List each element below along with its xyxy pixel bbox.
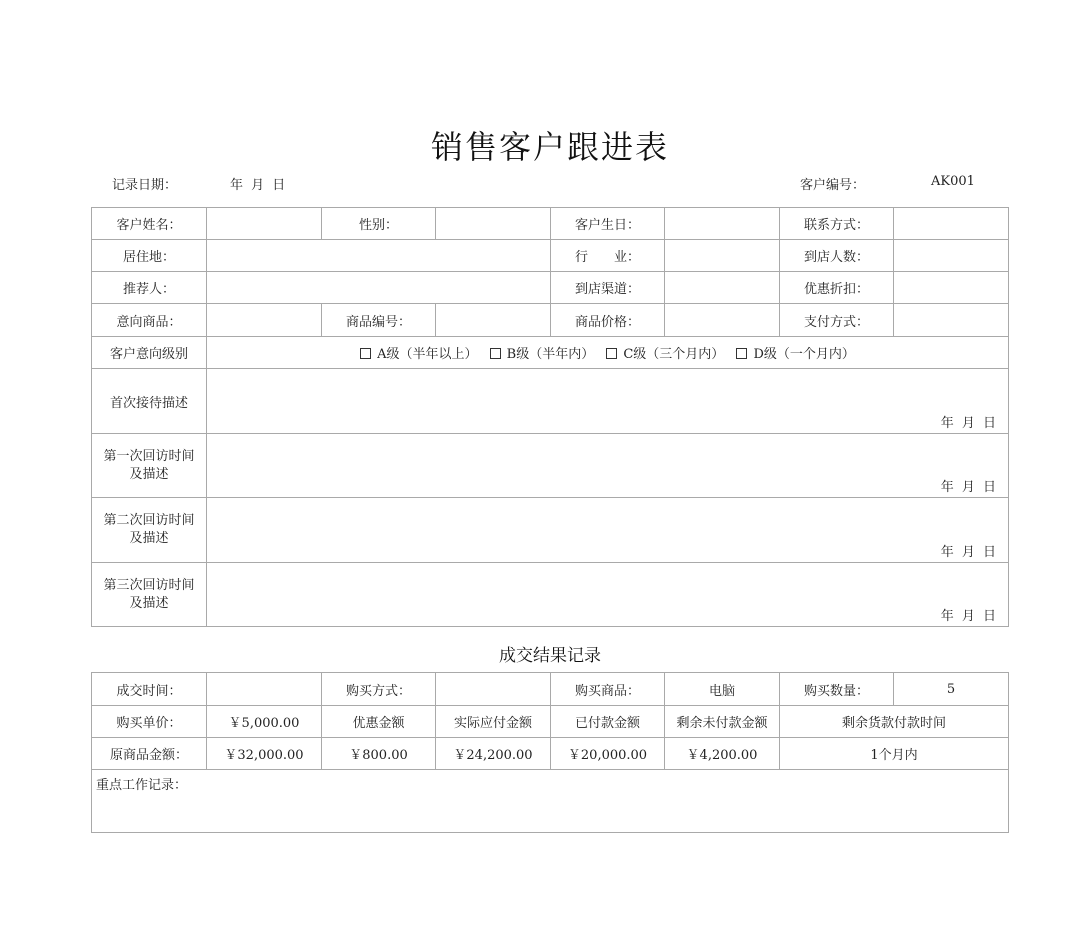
price-field[interactable] [665, 304, 780, 337]
product-no-label: 商品编号： [322, 304, 436, 337]
checkbox-icon[interactable] [606, 348, 617, 359]
name-field[interactable] [207, 208, 322, 240]
payable-value[interactable]: ￥24,200.00 [436, 738, 551, 770]
deal-result-table [91, 672, 1009, 833]
paid-label: 已付款金额 [551, 706, 665, 738]
paid-value[interactable]: ￥20,000.00 [551, 738, 665, 770]
first-reception-label: 首次接待描述 [92, 369, 207, 434]
product-label: 意向商品： [92, 304, 207, 337]
followup-2-field[interactable] [207, 498, 1009, 563]
table-row [92, 738, 1009, 770]
product-field[interactable] [207, 304, 322, 337]
original-amount-label: 原商品金额： [92, 738, 207, 770]
followup-2-label: 第二次回访时间 及描述 [92, 498, 207, 563]
followup-3-field[interactable] [207, 563, 1009, 627]
checkbox-icon[interactable] [736, 348, 747, 359]
discount-field[interactable] [894, 272, 1009, 304]
record-date-label: 记录日期： [112, 178, 178, 193]
purchase-goods-value[interactable]: 电脑 [665, 673, 780, 706]
referrer-label: 推荐人： [92, 272, 207, 304]
table-row [92, 498, 1009, 563]
product-no-field[interactable] [436, 304, 551, 337]
discount-label: 优惠折扣： [780, 272, 894, 304]
intent-option-b[interactable]: B级（半年内） [490, 347, 595, 362]
gender-field[interactable] [436, 208, 551, 240]
payable-label: 实际应付金额 [436, 706, 551, 738]
key-work-notes-field[interactable] [92, 770, 1009, 833]
remaining-time-value[interactable]: 1个月内 [780, 738, 1009, 770]
purchase-method-label: 购买方式： [322, 673, 436, 706]
table-row [92, 240, 1009, 272]
checkbox-icon[interactable] [360, 348, 371, 359]
deal-time-label: 成交时间： [92, 673, 207, 706]
unit-price-value[interactable]: ￥5,000.00 [207, 706, 322, 738]
visitors-field[interactable] [894, 240, 1009, 272]
table-row [92, 673, 1009, 706]
customer-no-value: AK001 [931, 174, 975, 189]
followup-date: 年 月 日 [940, 416, 998, 431]
customer-no-label: 客户编号： [800, 178, 866, 193]
first-reception-field[interactable] [207, 369, 1009, 434]
key-work-notes-label: 重点工作记录： [96, 778, 188, 793]
birthday-field[interactable] [665, 208, 780, 240]
deal-time-field[interactable] [207, 673, 322, 706]
channel-field[interactable] [665, 272, 780, 304]
table-row [92, 706, 1009, 738]
industry-label: 行 业： [551, 240, 665, 272]
record-date-value: 年 月 日 [230, 178, 288, 193]
industry-field[interactable] [665, 240, 780, 272]
residence-field[interactable] [207, 240, 551, 272]
purchase-qty-value[interactable]: 5 [894, 673, 1009, 706]
table-row [92, 337, 1009, 369]
purchase-method-field[interactable] [436, 673, 551, 706]
table-row [92, 434, 1009, 498]
customer-info-table [91, 207, 1009, 627]
referrer-field[interactable] [207, 272, 551, 304]
checkbox-icon[interactable] [490, 348, 501, 359]
name-label: 客户姓名： [92, 208, 207, 240]
deal-section-title: 成交结果记录 [499, 646, 601, 666]
contact-field[interactable] [894, 208, 1009, 240]
gender-label: 性别： [322, 208, 436, 240]
channel-label: 到店渠道： [551, 272, 665, 304]
original-amount-value[interactable]: ￥32,000.00 [207, 738, 322, 770]
followup-1-label: 第一次回访时间 及描述 [92, 434, 207, 498]
table-row [92, 272, 1009, 304]
payment-label: 支付方式： [780, 304, 894, 337]
page-title: 销售客户跟进表 [430, 128, 669, 166]
intent-level-options [207, 337, 1009, 369]
table-row [92, 369, 1009, 434]
visitors-label: 到店人数： [780, 240, 894, 272]
followup-1-field[interactable] [207, 434, 1009, 498]
birthday-label: 客户生日： [551, 208, 665, 240]
followup-date: 年 月 日 [940, 480, 998, 495]
unit-price-label: 购买单价： [92, 706, 207, 738]
intent-option-d[interactable]: D级（一个月内） [736, 347, 854, 362]
purchase-qty-label: 购买数量： [780, 673, 894, 706]
table-row [92, 304, 1009, 337]
table-row [92, 770, 1009, 833]
contact-label: 联系方式： [780, 208, 894, 240]
price-label: 商品价格： [551, 304, 665, 337]
followup-date: 年 月 日 [940, 545, 998, 560]
followup-date: 年 月 日 [940, 609, 998, 624]
followup-3-label: 第三次回访时间 及描述 [92, 563, 207, 627]
intent-option-c[interactable]: C级（三个月内） [606, 347, 724, 362]
discount-amount-value[interactable]: ￥800.00 [322, 738, 436, 770]
discount-amount-label: 优惠金额 [322, 706, 436, 738]
payment-field[interactable] [894, 304, 1009, 337]
purchase-goods-label: 购买商品： [551, 673, 665, 706]
table-row [92, 563, 1009, 627]
table-row [92, 208, 1009, 240]
unpaid-value[interactable]: ￥4,200.00 [665, 738, 780, 770]
remaining-time-label: 剩余货款付款时间 [780, 706, 1009, 738]
unpaid-label: 剩余未付款金额 [665, 706, 780, 738]
intent-option-a[interactable]: A级（半年以上） [360, 347, 477, 362]
intent-level-label: 客户意向级别 [92, 337, 207, 369]
residence-label: 居住地： [92, 240, 207, 272]
